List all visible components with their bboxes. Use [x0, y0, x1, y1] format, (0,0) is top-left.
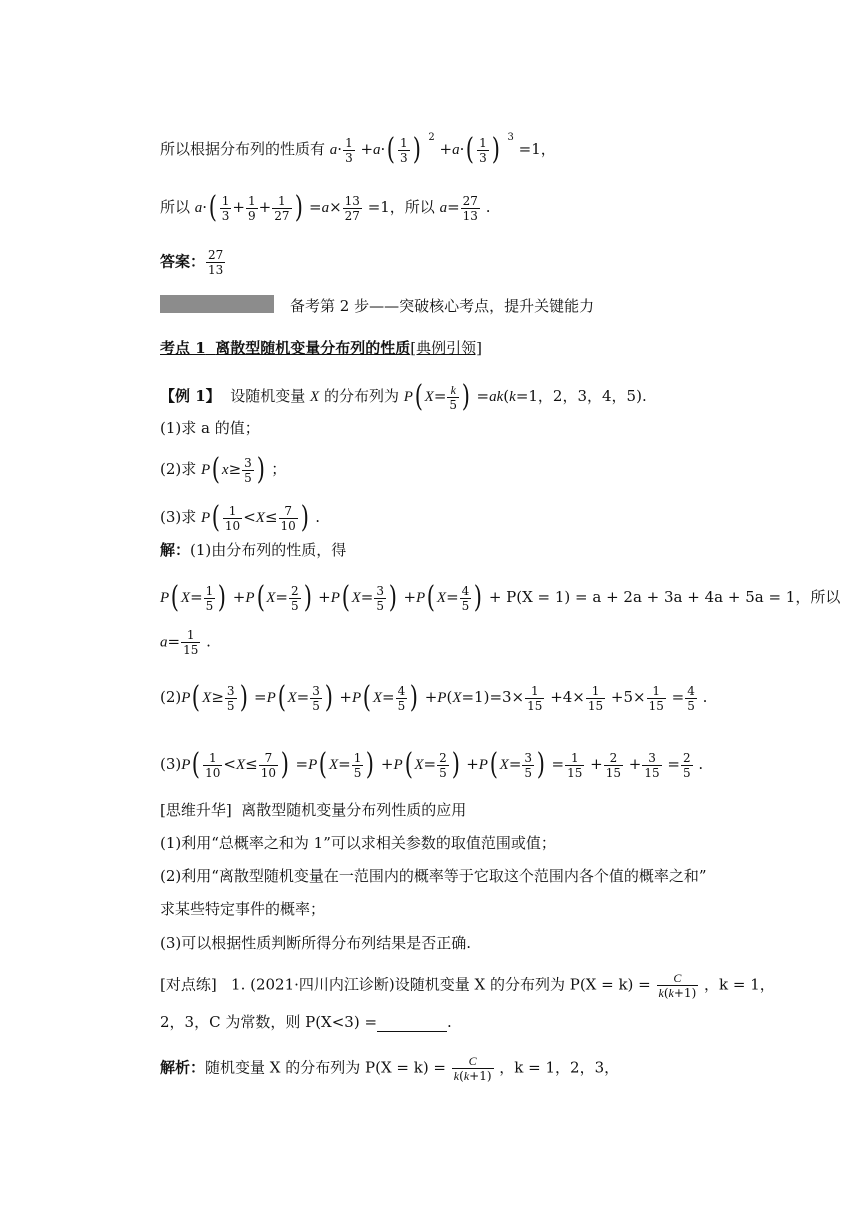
siwei-point-3: (3)可以根据性质判断所得分布列结果是否正确. [160, 934, 472, 952]
duidianlian-text-2: 2，3，C 为常数，则 P(X<3) = [160, 1013, 378, 1031]
jiexi-text-a: 随机变量 X 的分布列为 P(X = k) = [205, 1058, 447, 1077]
siwei-point-2b: 求某些特定事件的概率； [160, 900, 326, 918]
answer-denominator: 13 [208, 263, 224, 277]
kaodian-suffix: [典例引领] [410, 339, 482, 357]
duidianlian-label: [对点练] [160, 975, 217, 994]
kaodian-prefix: 考点 1 [160, 339, 206, 357]
duidianlian-line-2: 2，3，C 为常数，则 P(X<3) = . [160, 1013, 452, 1031]
duidianlian-line-1: [对点练] 1. (2021·四川内江诊断)设随机变量 X 的分布列为 P(X = k) = $\frac{C}{k(k+1)}$ ，k = 1， [160, 971, 775, 1000]
solution-a-value: a= $\frac{1}{15}$ . [160, 628, 211, 657]
answer-label: 答案： [160, 252, 206, 271]
solution-eq-1-tail: + P(X = 1) = a + 2a + 3a + 4a + 5a = 1，所以 [488, 588, 841, 606]
solution-intro [160, 540, 346, 560]
question-2-prefix: (2)求 [160, 460, 197, 478]
solution-eq-2: (2)P( X≥ $\frac{3}{5}$ ) =P( X= $\frac{3}{5}$ ) +P( X= $\frac{4}{5}$ ) +P(X=1)=3× $\frac{1}{15}$ +4× $\frac{1}{15}$ +5× $\frac{1}{15}$ = $\frac{4}{5}$ . [160, 680, 708, 715]
line-solve-a: 所以 a·( $\frac{1}{3}$ + $\frac{1}{9}$ + $\frac{1}{27}$ ) =a× $\frac{13}{27}$ =1，所以 a= $\frac{27}{13}$ . [160, 190, 491, 225]
solution-eq-1: P( X= $\frac{1}{5}$ ) +P( X= $\frac{2}{5}$ ) +P( X= $\frac{3}{5}$ ) +P( X= $\frac{4}{5}$ ) + P(X = 1) = a + 2a + 3a + 4a + 5a = 1，所以 [160, 580, 841, 615]
answer-line [160, 248, 226, 277]
answer-blank[interactable] [377, 1015, 447, 1032]
solution-eq-3: (3)P( $\frac{1}{10}$ <X≤ $\frac{7}{10}$ ) =P( X= $\frac{1}{5}$ ) +P( X= $\frac{2}{5}$ ) +P( X= $\frac{3}{5}$ ) = $\frac{1}{15}$ + $\frac{2}{15}$ + $\frac{3}{15}$ = $\frac{2}{5}$ . [160, 747, 704, 782]
solution-eq-2-label: (2) [160, 688, 182, 706]
duidianlian-text-a: 1. (2021·四川内江诊断)设随机变量 X 的分布列为 P(X = k) = [231, 975, 651, 994]
line-property-eq: 所以根据分布列的性质有 a· $\frac{1}{3}$ +a·( $\frac{1}{3}$ ) $^2$ +a·( $\frac{1}{3}$ ) $^3$ =1， [160, 132, 556, 167]
solution-text-1: (1)由分布列的性质，得 [190, 541, 347, 559]
section-bar [160, 295, 274, 313]
solution-eq-3-label: (3) [160, 755, 182, 773]
question-2: (2)求 P( x≥ $\frac{3}{5}$ ) ； [160, 452, 287, 487]
duidianlian-text-b: ，k = 1， [704, 975, 775, 994]
jiexi-label: 解析： [160, 1058, 206, 1077]
example-1: 【例 1】 设随机变量 X 的分布列为 P( X= $\frac{k}{5}$ ) =ak(k=1，2，3，4，5). [160, 379, 647, 414]
question-3-prefix: (3)求 [160, 508, 197, 526]
siwei-title: 离散型随机变量分布列性质的应用 [241, 801, 467, 819]
example-text-a: 设随机变量 [230, 387, 306, 405]
siwei-heading [160, 800, 466, 820]
solution-label: 解： [160, 541, 191, 559]
siwei-label: [思维升华] [160, 801, 232, 819]
siwei-point-1: (1)利用“总概率之和为 1”可以求相关参数的取值范围或值； [160, 834, 556, 852]
kaodian-title: 离散型随机变量分布列的性质 [215, 339, 411, 357]
question-3: (3)求 P( $\frac{1}{10}$ <X≤ $\frac{7}{10}$ ) . [160, 500, 321, 535]
example-text-b: 的分布列为 [323, 387, 399, 405]
step-title: 备考第 2 步——突破核心考点，提升关键能力 [290, 297, 595, 315]
answer-numerator: 27 [208, 248, 224, 262]
kaodian-heading [160, 338, 482, 358]
jiexi-text-b: ，k = 1，2，3， [499, 1058, 620, 1077]
siwei-point-2a: (2)利用“离散型随机变量在一范围内的概率等于它取这个范围内各个值的概率之和” [160, 867, 707, 885]
example-label: 【例 1】 [160, 387, 221, 405]
question-1: (1)求 a 的值； [160, 419, 260, 437]
jiexi-line: 解析：随机变量 X 的分布列为 P(X = k) = $\frac{C}{k(k+1)}$ ，k = 1，2，3， [160, 1054, 620, 1083]
